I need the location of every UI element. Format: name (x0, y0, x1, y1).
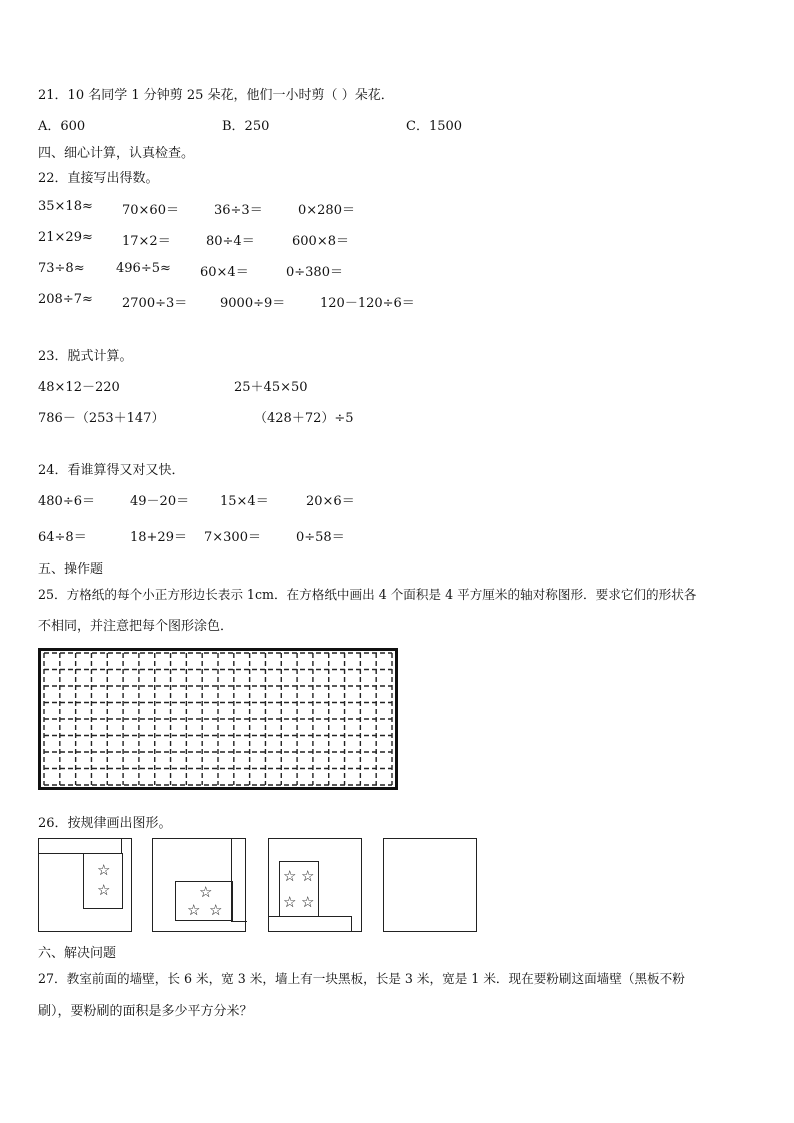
q22-item: 70×60＝ (122, 203, 179, 218)
q22-item: 208÷7≈ (38, 292, 93, 307)
q22-item: 21×29≈ (38, 230, 93, 245)
star-icon: ☆ (283, 867, 297, 885)
q22-item: 35×18≈ (38, 199, 93, 214)
q22-item: 0÷380＝ (286, 265, 343, 280)
q22-item: 2700÷3＝ (122, 296, 188, 311)
star-icon: ☆ (97, 881, 111, 899)
inner-rect (231, 838, 247, 922)
q24-item: 64÷8＝ (38, 530, 87, 545)
star-icon: ☆ (301, 867, 315, 885)
question-23-stem: 23．脱式计算。 (38, 349, 133, 364)
question-25-line1: 25．方格纸的每个小正方形边长表示 1cm．在方格纸中画出 4 个面积是 4 平方厘米的轴对称图形．要求它们的形状各 (38, 587, 697, 602)
star-icon: ☆ (97, 861, 111, 879)
section-5-heading: 五、操作题 (38, 562, 104, 577)
q24-item: 18+29＝ (130, 530, 187, 545)
option-a: A．600 (38, 119, 86, 134)
inner-rect (268, 916, 352, 932)
question-24-stem: 24．看谁算得又对又快． (38, 463, 185, 478)
section-4-heading: 四、细心计算，认真检查。 (38, 146, 195, 161)
q22-item: 9000÷9＝ (220, 296, 286, 311)
q24-item: 480÷6＝ (38, 494, 95, 509)
pattern-figure-1 (38, 838, 132, 932)
pattern-figure-4-blank[interactable] (383, 838, 477, 932)
q22-item: 60×4＝ (200, 265, 249, 280)
q23-item: 25＋45×50 (234, 380, 308, 395)
question-27-line1: 27．教室前面的墙壁，长 6 米，宽 3 米，墙上有一块黑板，长是 3 米，宽是 1 米．现在要粉刷这面墙壁（黑板不粉 (38, 971, 685, 986)
q22-item: 600×8＝ (292, 234, 349, 249)
question-27-line2: 刷），要粉刷的面积是多少平方分米？ (38, 1004, 253, 1019)
q24-item: 49－20＝ (130, 494, 190, 509)
grid-paper[interactable] (38, 648, 398, 790)
pattern-figure-3 (268, 838, 362, 932)
q22-item: 73÷8≈ (38, 261, 85, 276)
pattern-figure-2 (152, 838, 246, 932)
section-6-heading: 六、解决问题 (38, 946, 117, 961)
q22-item: 496÷5≈ (116, 261, 171, 276)
q23-item: （428＋72）÷5 (254, 411, 354, 426)
question-26-stem: 26．按规律画出图形。 (38, 816, 172, 831)
q22-item: 80÷4＝ (206, 234, 255, 249)
inner-rect (38, 838, 122, 854)
question-25-line2: 不相同，并注意把每个图形涂色． (38, 619, 234, 634)
star-icon: ☆ (301, 893, 315, 911)
question-22-stem: 22．直接写出得数。 (38, 171, 159, 186)
star-icon: ☆ (283, 893, 297, 911)
q22-item: 0×280＝ (298, 203, 355, 218)
q24-item: 15×4＝ (220, 494, 269, 509)
q24-item: 7×300＝ (204, 530, 261, 545)
q24-item: 20×6＝ (306, 494, 355, 509)
q23-item: 786－（253＋147） (38, 411, 165, 426)
q22-item: 17×2＝ (122, 234, 171, 249)
option-b: B．250 (222, 119, 270, 134)
grid-paper-svg (38, 648, 398, 790)
q23-item: 48×12－220 (38, 380, 120, 395)
question-21-stem: 21．10 名同学 1 分钟剪 25 朵花，他们一小时剪（ ）朵花． (38, 88, 394, 103)
q22-item: 36÷3＝ (214, 203, 263, 218)
star-icon: ☆ (209, 901, 223, 919)
q24-item: 0÷58＝ (296, 530, 345, 545)
star-icon: ☆ (187, 901, 201, 919)
q22-item: 120－120÷6＝ (320, 296, 415, 311)
star-icon: ☆ (199, 883, 213, 901)
option-c: C．1500 (406, 119, 463, 134)
